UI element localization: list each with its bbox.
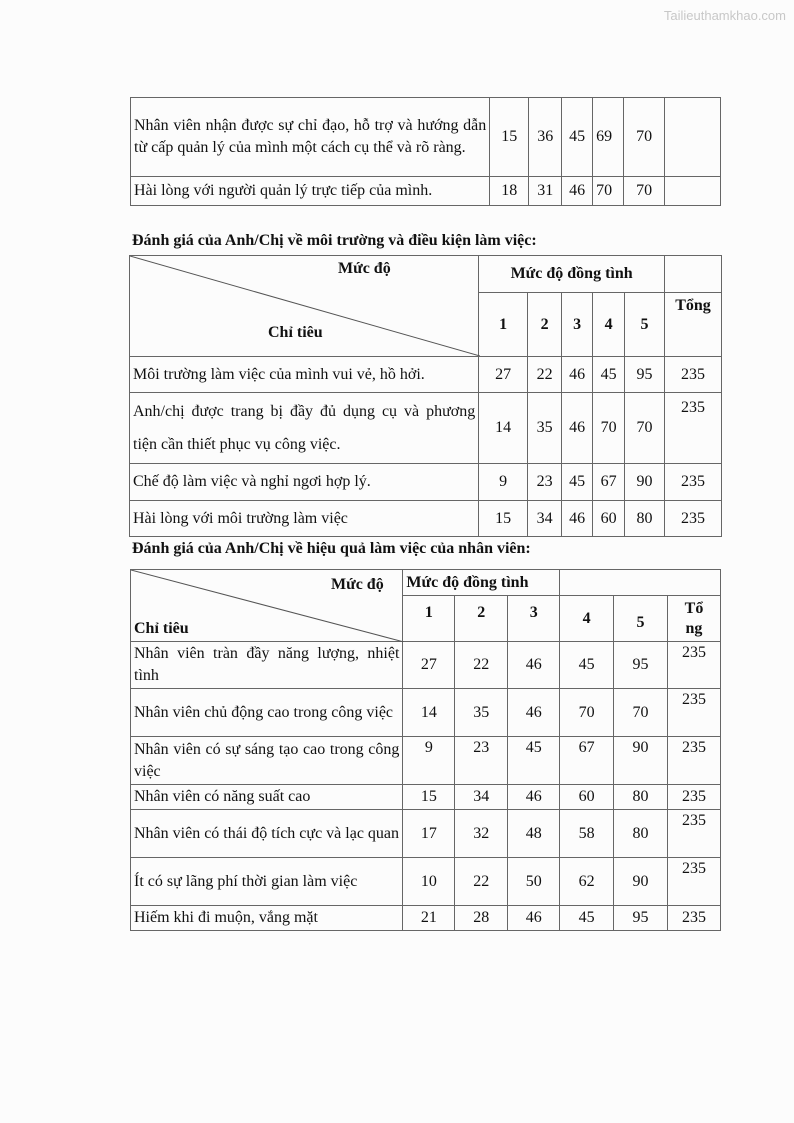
criteria-cell: Nhân viên có sự sáng tạo cao trong công việc: [131, 737, 403, 785]
value-cell: 60: [560, 785, 614, 810]
value-cell: 15: [490, 98, 529, 177]
table-manager-support: [130, 97, 721, 206]
value-cell: 22: [455, 642, 508, 689]
value-cell: 14: [479, 393, 528, 464]
table-row: [131, 177, 721, 206]
criteria-cell: Chế độ làm việc và nghỉ ngơi hợp lý.: [130, 464, 479, 501]
value-cell: 27: [403, 642, 455, 689]
value-cell: 45: [562, 98, 593, 177]
scale-cell: 1: [403, 596, 455, 642]
scale-cell: 5: [614, 596, 668, 642]
value-cell: 17: [403, 810, 455, 858]
table-employee-performance: [130, 569, 721, 931]
value-cell: 35: [528, 393, 562, 464]
value-cell: 46: [562, 393, 593, 464]
value-cell: 70: [624, 177, 665, 206]
criteria-cell: Hài lòng với môi trường làm việc: [130, 501, 479, 537]
value-cell: 70: [625, 393, 665, 464]
value-cell: 27: [479, 357, 528, 393]
criteria-cell: Hài lòng với người quản lý trực tiếp của mình.: [131, 177, 490, 206]
value-cell: 80: [614, 810, 668, 858]
value-cell: 34: [528, 501, 562, 537]
total-cell: 235: [667, 906, 720, 931]
value-cell: 95: [614, 642, 668, 689]
total-cell: [665, 98, 721, 177]
value-cell: 23: [455, 737, 508, 785]
level-label: Mức độ: [331, 576, 384, 593]
value-cell: 90: [625, 464, 665, 501]
value-cell: 70: [614, 689, 668, 737]
value-cell: 15: [479, 501, 528, 537]
table-row: [131, 98, 721, 177]
table-work-environment: [129, 255, 722, 537]
total-cell: 235: [667, 810, 720, 858]
value-cell: 36: [529, 98, 562, 177]
section-title-performance: Đánh giá của Anh/Chị về hiệu quả làm việc của nhân viên:: [132, 540, 531, 557]
table-row: [131, 858, 721, 906]
value-cell: 23: [528, 464, 562, 501]
criteria-cell: Nhân viên tràn đầy năng lượng, nhiệt tình: [131, 642, 403, 689]
value-cell: 90: [614, 737, 668, 785]
value-cell: 18: [490, 177, 529, 206]
scale-cell: 3: [508, 596, 560, 642]
value-cell: 58: [560, 810, 614, 858]
total-cell: 235: [667, 785, 720, 810]
table-row: [131, 737, 721, 785]
header-row: [130, 256, 722, 293]
value-cell: 22: [528, 357, 562, 393]
value-cell: 70: [624, 98, 665, 177]
scale-cell: 2: [455, 596, 508, 642]
value-cell: 46: [562, 357, 593, 393]
value-cell: 34: [455, 785, 508, 810]
value-cell: 62: [560, 858, 614, 906]
table-row: [131, 906, 721, 931]
total-cell: 235: [665, 357, 722, 393]
value-cell: 45: [560, 906, 614, 931]
total-cell: 235: [667, 689, 720, 737]
criteria-cell: Nhân viên nhận được sự chỉ đạo, hỗ trợ và hướng dẫn từ cấp quản lý của mình một cách cụ thể và rõ ràng.: [131, 98, 490, 177]
value-cell: 80: [625, 501, 665, 537]
total-cell: 235: [665, 464, 722, 501]
blank-header-cell: [665, 256, 722, 293]
value-cell: 46: [508, 689, 560, 737]
watermark: Tailieuthamkhao.com: [663, 8, 786, 23]
level-label: Mức độ: [338, 260, 391, 277]
value-cell: 45: [562, 464, 593, 501]
value-cell: 31: [529, 177, 562, 206]
value-cell: 80: [614, 785, 668, 810]
value-cell: 15: [403, 785, 455, 810]
value-cell: 9: [479, 464, 528, 501]
scale-cell: 3: [562, 293, 593, 357]
criteria-cell: Nhân viên có năng suất cao: [131, 785, 403, 810]
value-cell: 14: [403, 689, 455, 737]
total-cell: 235: [665, 393, 722, 464]
diagonal-header-cell: [131, 570, 403, 642]
value-cell: 48: [508, 810, 560, 858]
scale-cell: 4: [593, 293, 625, 357]
total-cell: 235: [667, 737, 720, 785]
criteria-cell: Anh/chị được trang bị đầy đủ dụng cụ và phương tiện cần thiết phục vụ công việc.: [130, 393, 479, 464]
value-cell: 70: [560, 689, 614, 737]
value-cell: 69: [593, 98, 624, 177]
value-cell: 21: [403, 906, 455, 931]
header-row: [131, 570, 721, 596]
table-row: [131, 810, 721, 858]
table-row: [131, 642, 721, 689]
total-header: Tổng: [665, 293, 722, 357]
value-cell: 45: [593, 357, 625, 393]
diagonal-header-cell: [130, 256, 479, 357]
value-cell: 67: [560, 737, 614, 785]
criteria-label: Chỉ tiêu: [268, 324, 323, 341]
value-cell: 35: [455, 689, 508, 737]
total-header: Tổng: [667, 596, 720, 642]
table-row: [131, 689, 721, 737]
value-cell: 46: [508, 642, 560, 689]
blank-header-cell: [560, 570, 721, 596]
agreement-header: Mức độ đồng tình: [479, 256, 665, 293]
table-row: [130, 393, 722, 464]
table-row: [131, 785, 721, 810]
total-cell: 235: [667, 642, 720, 689]
value-cell: 10: [403, 858, 455, 906]
total-cell: 235: [667, 858, 720, 906]
value-cell: 46: [508, 906, 560, 931]
scale-cell: 1: [479, 293, 528, 357]
value-cell: 46: [562, 501, 593, 537]
scale-cell: 4: [560, 596, 614, 642]
value-cell: 46: [508, 785, 560, 810]
total-cell: [665, 177, 721, 206]
value-cell: 46: [562, 177, 593, 206]
value-cell: 70: [593, 393, 625, 464]
criteria-cell: Môi trường làm việc của mình vui vẻ, hồ hởi.: [130, 357, 479, 393]
value-cell: 60: [593, 501, 625, 537]
agreement-header: Mức độ đồng tình: [403, 570, 560, 596]
criteria-label: Chỉ tiêu: [134, 620, 189, 637]
table-row: [130, 464, 722, 501]
value-cell: 9: [403, 737, 455, 785]
value-cell: 95: [625, 357, 665, 393]
value-cell: 95: [614, 906, 668, 931]
value-cell: 45: [560, 642, 614, 689]
criteria-cell: Nhân viên có thái độ tích cực và lạc quan: [131, 810, 403, 858]
scale-cell: 5: [625, 293, 665, 357]
value-cell: 32: [455, 810, 508, 858]
value-cell: 67: [593, 464, 625, 501]
criteria-cell: Hiếm khi đi muộn, vắng mặt: [131, 906, 403, 931]
value-cell: 90: [614, 858, 668, 906]
table-row: [130, 501, 722, 537]
section-title-environment: Đánh giá của Anh/Chị về môi trường và điều kiện làm việc:: [132, 232, 537, 249]
criteria-cell: Ít có sự lãng phí thời gian làm việc: [131, 858, 403, 906]
value-cell: 28: [455, 906, 508, 931]
value-cell: 70: [593, 177, 624, 206]
table-row: [130, 357, 722, 393]
scale-cell: 2: [528, 293, 562, 357]
value-cell: 22: [455, 858, 508, 906]
value-cell: 50: [508, 858, 560, 906]
value-cell: 45: [508, 737, 560, 785]
total-cell: 235: [665, 501, 722, 537]
criteria-cell: Nhân viên chủ động cao trong công việc: [131, 689, 403, 737]
